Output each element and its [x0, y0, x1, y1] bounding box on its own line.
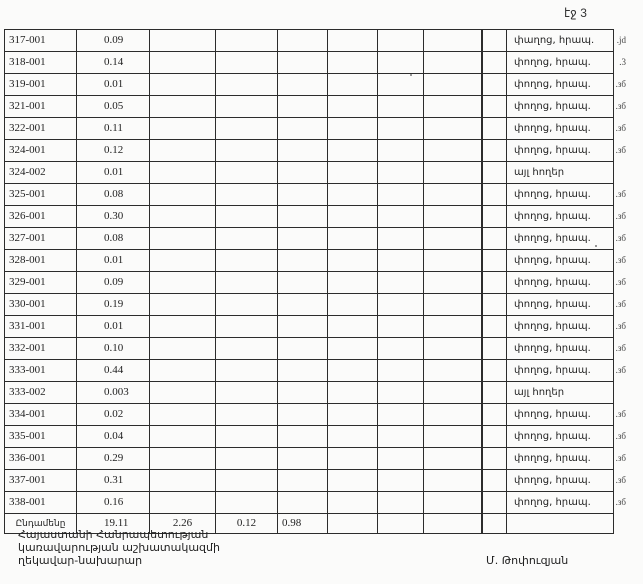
land-use-cell: փողոց, հրապ. [507, 206, 614, 228]
empty-cell [150, 294, 216, 316]
empty-cell [482, 228, 507, 250]
empty-cell [278, 30, 328, 52]
empty-cell [482, 96, 507, 118]
parcel-code-cell: 319-001 [5, 74, 77, 96]
empty-cell [378, 448, 424, 470]
empty-cell [278, 470, 328, 492]
margin-mark: .зб [615, 453, 626, 463]
empty-cell [150, 118, 216, 140]
empty-cell [378, 30, 424, 52]
empty-cell [216, 382, 278, 404]
parcel-area-cell: 0.30 [77, 206, 150, 228]
empty-cell [150, 338, 216, 360]
signatory-title-line-3: ղեկավար-նախարար [18, 554, 143, 567]
margin-mark: .зб [615, 189, 626, 199]
empty-cell [328, 514, 378, 534]
land-use-cell: փողոց, հրապ. [507, 228, 614, 250]
parcel-area-cell: 0.44 [77, 360, 150, 382]
empty-cell [278, 228, 328, 250]
empty-cell [482, 338, 507, 360]
empty-cell [150, 404, 216, 426]
margin-mark: .зб [615, 123, 626, 133]
table-row [5, 294, 627, 316]
parcel-area-cell: 0.003 [77, 382, 150, 404]
land-use-cell: փողոց, հրապ. [507, 184, 614, 206]
land-use-cell: փողոց, հրապ. [507, 492, 614, 514]
parcel-area-cell: 0.14 [77, 52, 150, 74]
empty-cell [424, 470, 482, 492]
empty-cell [278, 140, 328, 162]
empty-cell [328, 96, 378, 118]
empty-cell [424, 162, 482, 184]
parcel-code-cell: 334-001 [5, 404, 77, 426]
parcel-code-cell: 331-001 [5, 316, 77, 338]
empty-cell [424, 206, 482, 228]
table-row [5, 338, 627, 360]
table-row [5, 74, 627, 96]
land-use-cell: փողոց, հրապ. [507, 448, 614, 470]
empty-cell [328, 338, 378, 360]
land-use-cell: փողոց, հրապ. [507, 426, 614, 448]
empty-cell [328, 206, 378, 228]
empty-cell [424, 184, 482, 206]
empty-cell [482, 294, 507, 316]
empty-cell [328, 382, 378, 404]
empty-cell [278, 96, 328, 118]
parcel-code-cell: 333-002 [5, 382, 77, 404]
empty-cell [482, 382, 507, 404]
margin-mark: .зб [615, 277, 626, 287]
margin-mark: .зб [615, 475, 626, 485]
empty-cell [424, 316, 482, 338]
empty-cell [328, 140, 378, 162]
empty-cell [278, 492, 328, 514]
empty-cell [378, 514, 424, 534]
land-use-cell: փողոց, հրապ. [507, 360, 614, 382]
empty-cell [378, 294, 424, 316]
empty-cell [216, 140, 278, 162]
land-use-cell: փողոց, հրապ. [507, 404, 614, 426]
signatory-title [18, 528, 220, 567]
parcel-code-cell: 325-001 [5, 184, 77, 206]
margin-mark: .зб [615, 299, 626, 309]
land-use-cell: փողոց, հրապ. [507, 96, 614, 118]
parcel-area-cell: 0.09 [77, 30, 150, 52]
parcel-area-cell: 0.16 [77, 492, 150, 514]
parcel-area-cell: 0.31 [77, 470, 150, 492]
table-row [5, 140, 627, 162]
empty-cell [424, 118, 482, 140]
empty-cell [328, 52, 378, 74]
margin-mark: .зб [615, 431, 626, 441]
signatory-title-line-2: կառավարության աշխատակազմի [18, 541, 220, 554]
margin-mark: .зб [615, 321, 626, 331]
empty-cell [278, 206, 328, 228]
empty-cell [328, 448, 378, 470]
empty-cell [216, 492, 278, 514]
empty-cell [378, 382, 424, 404]
land-use-cell: փաղոց, հրապ. [507, 30, 614, 52]
empty-cell [507, 514, 614, 534]
empty-cell [278, 360, 328, 382]
empty-cell [328, 30, 378, 52]
empty-cell [482, 52, 507, 74]
empty-cell [378, 360, 424, 382]
empty-cell [328, 74, 378, 96]
parcel-code-cell: 328-001 [5, 250, 77, 272]
parcel-code-cell: 335-001 [5, 426, 77, 448]
margin-mark [614, 382, 627, 404]
empty-cell [150, 316, 216, 338]
empty-cell [150, 162, 216, 184]
parcel-code-cell: 338-001 [5, 492, 77, 514]
empty-cell [328, 118, 378, 140]
empty-cell [216, 184, 278, 206]
empty-cell [328, 470, 378, 492]
parcel-code-cell: 330-001 [5, 294, 77, 316]
empty-cell [278, 52, 328, 74]
parcel-area-cell: 0.19 [77, 294, 150, 316]
parcel-code-cell: 336-001 [5, 448, 77, 470]
margin-mark: .зб [615, 409, 626, 419]
empty-cell [424, 514, 482, 534]
empty-cell [482, 118, 507, 140]
empty-cell [328, 250, 378, 272]
empty-cell [216, 316, 278, 338]
empty-cell [378, 184, 424, 206]
margin-mark: .jd [616, 35, 626, 45]
empty-cell [328, 162, 378, 184]
land-parcel-table [4, 29, 627, 534]
empty-cell [482, 206, 507, 228]
parcel-code-cell: 318-001 [5, 52, 77, 74]
empty-cell [278, 74, 328, 96]
empty-cell [150, 184, 216, 206]
table-row [5, 426, 627, 448]
empty-cell [150, 382, 216, 404]
empty-cell [216, 118, 278, 140]
empty-cell [328, 360, 378, 382]
empty-cell [278, 382, 328, 404]
land-use-cell: փողոց, հրապ. [507, 52, 614, 74]
empty-cell [378, 228, 424, 250]
margin-mark: .зб [615, 255, 626, 265]
parcel-area-cell: 0.29 [77, 448, 150, 470]
empty-cell [482, 140, 507, 162]
empty-cell [328, 492, 378, 514]
margin-mark: .зб [615, 79, 626, 89]
empty-cell [216, 74, 278, 96]
empty-cell [482, 250, 507, 272]
empty-cell [424, 250, 482, 272]
table-row [5, 118, 627, 140]
empty-cell [378, 140, 424, 162]
empty-cell [328, 228, 378, 250]
empty-cell [482, 404, 507, 426]
parcel-area-cell: 0.12 [77, 140, 150, 162]
empty-cell [378, 404, 424, 426]
parcel-code-cell: 337-001 [5, 470, 77, 492]
empty-cell [150, 470, 216, 492]
table-row [5, 382, 627, 404]
empty-cell [482, 30, 507, 52]
table-row [5, 250, 627, 272]
land-use-cell: փողոց, հրապ. [507, 338, 614, 360]
empty-cell [216, 162, 278, 184]
empty-cell [216, 52, 278, 74]
empty-cell [278, 250, 328, 272]
empty-cell [328, 404, 378, 426]
margin-mark: .зб [615, 233, 626, 243]
margin-mark: .зб [615, 211, 626, 221]
empty-cell [424, 272, 482, 294]
parcel-code-cell: 332-001 [5, 338, 77, 360]
empty-cell [278, 184, 328, 206]
parcel-area-cell: 0.08 [77, 228, 150, 250]
table-row [5, 96, 627, 118]
empty-cell [278, 448, 328, 470]
table-row [5, 162, 627, 184]
table-row [5, 30, 627, 52]
parcel-area-cell: 0.09 [77, 272, 150, 294]
empty-cell [482, 492, 507, 514]
empty-cell [216, 96, 278, 118]
table-row [5, 184, 627, 206]
empty-cell [150, 360, 216, 382]
table-row [5, 360, 627, 382]
empty-cell [150, 492, 216, 514]
empty-cell [378, 426, 424, 448]
parcel-code-cell: 324-002 [5, 162, 77, 184]
empty-cell [278, 316, 328, 338]
margin-mark [614, 162, 627, 184]
table-row [5, 492, 627, 514]
margin-mark: .зб [615, 497, 626, 507]
total-col3-cell: 2.26 [150, 514, 216, 534]
parcel-area-cell: 0.02 [77, 404, 150, 426]
empty-cell [216, 206, 278, 228]
empty-cell [378, 272, 424, 294]
table-row [5, 272, 627, 294]
empty-cell [424, 404, 482, 426]
empty-cell [378, 338, 424, 360]
parcel-area-cell: 0.01 [77, 250, 150, 272]
empty-cell [150, 228, 216, 250]
parcel-area-cell: 0.11 [77, 118, 150, 140]
parcel-area-cell: 0.04 [77, 426, 150, 448]
table-row [5, 470, 627, 492]
parcel-code-cell: 317-001 [5, 30, 77, 52]
land-use-cell: փողոց, հրապ. [507, 272, 614, 294]
total-col5-cell: 0.98 [278, 514, 328, 534]
empty-cell [482, 360, 507, 382]
empty-cell [216, 360, 278, 382]
empty-cell [482, 316, 507, 338]
signatory-name: Մ. Թոփուզյան [486, 554, 569, 567]
parcel-area-cell: 0.05 [77, 96, 150, 118]
empty-cell [216, 250, 278, 272]
empty-cell [278, 118, 328, 140]
empty-cell [424, 30, 482, 52]
empty-cell [328, 184, 378, 206]
empty-cell [424, 74, 482, 96]
empty-cell [216, 426, 278, 448]
empty-cell [150, 250, 216, 272]
empty-cell [150, 426, 216, 448]
empty-cell [150, 74, 216, 96]
empty-cell [378, 316, 424, 338]
total-col4-cell: 0.12 [216, 514, 278, 534]
parcel-code-cell: 324-001 [5, 140, 77, 162]
land-use-cell: փողոց, հրապ. [507, 118, 614, 140]
parcel-code-cell: 322-001 [5, 118, 77, 140]
empty-cell [278, 338, 328, 360]
parcel-code-cell: 329-001 [5, 272, 77, 294]
empty-cell [150, 96, 216, 118]
empty-cell [424, 96, 482, 118]
land-use-cell: փողոց, հրապ. [507, 316, 614, 338]
land-use-cell: այլ հողեր [507, 382, 614, 404]
parcel-code-cell: 326-001 [5, 206, 77, 228]
empty-cell [328, 316, 378, 338]
empty-cell [216, 294, 278, 316]
land-use-cell: փողոց, հրապ. [507, 74, 614, 96]
empty-cell [150, 448, 216, 470]
margin-mark [614, 514, 627, 534]
empty-cell [482, 162, 507, 184]
empty-cell [424, 492, 482, 514]
empty-cell [378, 206, 424, 228]
empty-cell [424, 448, 482, 470]
margin-mark: .зб [615, 343, 626, 353]
empty-cell [378, 250, 424, 272]
parcel-code-cell: 333-001 [5, 360, 77, 382]
parcel-area-cell: 0.10 [77, 338, 150, 360]
empty-cell [482, 272, 507, 294]
empty-cell [278, 272, 328, 294]
empty-cell [424, 228, 482, 250]
empty-cell [378, 52, 424, 74]
parcel-code-cell: 321-001 [5, 96, 77, 118]
empty-cell [424, 140, 482, 162]
empty-cell [216, 30, 278, 52]
empty-cell [278, 294, 328, 316]
margin-mark: .3 [619, 57, 626, 67]
empty-cell [150, 272, 216, 294]
parcel-area-cell: 0.01 [77, 74, 150, 96]
margin-mark: .зб [615, 101, 626, 111]
empty-cell [482, 426, 507, 448]
empty-cell [424, 338, 482, 360]
empty-cell [328, 272, 378, 294]
parcel-area-cell: 0.01 [77, 162, 150, 184]
table-row [5, 316, 627, 338]
empty-cell [216, 228, 278, 250]
land-use-cell: փողոց, հրապ. [507, 140, 614, 162]
empty-cell [378, 96, 424, 118]
empty-cell [482, 184, 507, 206]
total-area-cell: 19.11 [77, 514, 150, 534]
empty-cell [424, 426, 482, 448]
empty-cell [150, 206, 216, 228]
land-use-cell: փողոց, հրապ. [507, 294, 614, 316]
empty-cell [424, 360, 482, 382]
empty-cell [424, 294, 482, 316]
empty-cell [424, 382, 482, 404]
empty-cell [482, 448, 507, 470]
land-use-cell: այլ հողեր [507, 162, 614, 184]
empty-cell [482, 470, 507, 492]
parcel-area-cell: 0.01 [77, 316, 150, 338]
empty-cell [150, 140, 216, 162]
empty-cell [216, 338, 278, 360]
total-label: Ընդամենը [15, 518, 66, 529]
empty-cell [216, 272, 278, 294]
empty-cell [278, 426, 328, 448]
empty-cell [378, 470, 424, 492]
empty-cell [378, 74, 424, 96]
scan-speck [595, 245, 597, 247]
empty-cell [216, 404, 278, 426]
empty-cell [482, 514, 507, 534]
land-use-cell: փողոց, հրապ. [507, 470, 614, 492]
parcel-area-cell: 0.08 [77, 184, 150, 206]
table-row [5, 228, 627, 250]
land-use-cell: փողոց, հրապ. [507, 250, 614, 272]
empty-cell [328, 426, 378, 448]
empty-cell [278, 404, 328, 426]
margin-mark: .зб [615, 145, 626, 155]
empty-cell [216, 448, 278, 470]
page-number: էջ 3 [564, 6, 587, 20]
empty-cell [378, 118, 424, 140]
empty-cell [150, 52, 216, 74]
empty-cell [328, 294, 378, 316]
empty-cell [378, 162, 424, 184]
empty-cell [216, 470, 278, 492]
empty-cell [278, 162, 328, 184]
scan-speck [410, 74, 412, 76]
empty-cell [150, 30, 216, 52]
signatory-title-line-1: Հայաստանի Հանրապետության [18, 528, 209, 541]
table-row [5, 206, 627, 228]
empty-cell [378, 492, 424, 514]
table-row [5, 448, 627, 470]
parcel-code-cell: 327-001 [5, 228, 77, 250]
table-row [5, 404, 627, 426]
empty-cell [424, 52, 482, 74]
margin-mark: .зб [615, 365, 626, 375]
table-row [5, 52, 627, 74]
empty-cell [482, 74, 507, 96]
